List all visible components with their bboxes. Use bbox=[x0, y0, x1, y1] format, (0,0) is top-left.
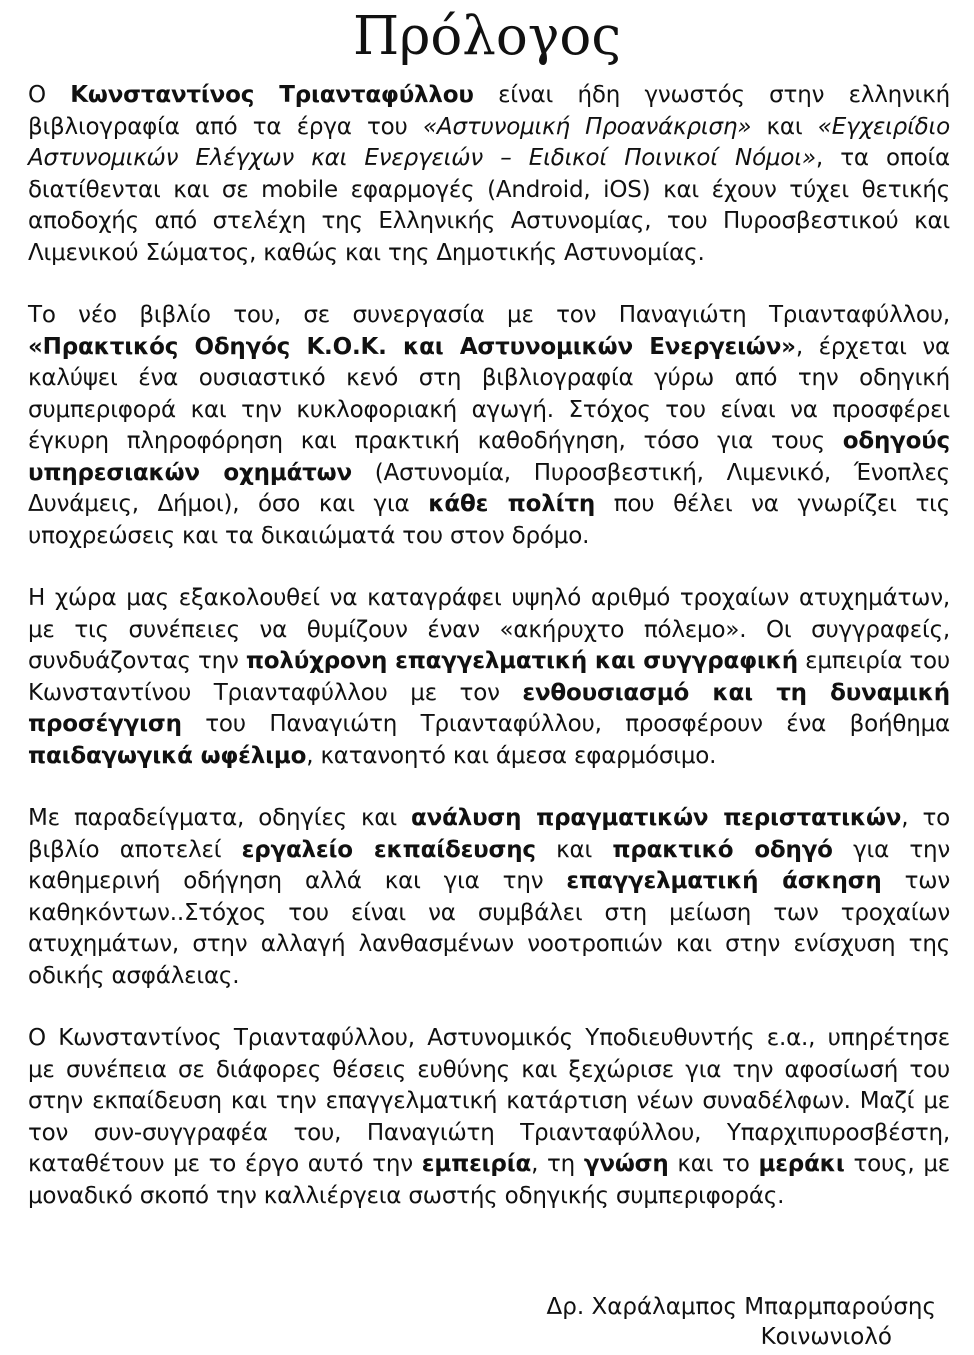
text-segment: εργαλείο εκπαίδευσης bbox=[241, 836, 536, 863]
paragraph-2 bbox=[28, 300, 950, 552]
signature-name: Δρ. Χαράλαμπος Μπαρμπαρούσης bbox=[546, 1294, 936, 1320]
text-segment: πρακτικό οδηγό bbox=[612, 836, 833, 863]
text-segment: πολύχρονη επαγγελματική και συγγραφική bbox=[245, 648, 798, 674]
text-segment: Ο Κωνσταντίνος Τριανταφύλλου, Αστυνομικός Υποδιευθυντής ε.α., υπηρέτησε με συνέπεια σε διάφορες θέσεις ευθύνης και ξεχώρισε για την αφοσίωσή του στην εκπαίδευση και την επαγγελματική κατάρτιση νέων συναδέλφων. Μαζί με τον συν-συγγραφέα του, Παναγιώτη Τριανταφύλλου, Υπαρχιπυροσβέστη, καταθέτουν με το έργο αυτό την bbox=[28, 1025, 950, 1177]
text-segment: και bbox=[535, 836, 613, 863]
text-segment: «Αστυνομική Προανάκριση» bbox=[422, 113, 752, 140]
text-segment: , τα οποία διατίθενται και σε mobile εφαρμογές (Android, iOS) και έχουν τύχει θετικής αποδοχής από στελέχη της Ελληνικής Αστυνομίας, του Πυροσβεστικού και Λιμενικού Σώματος, καθώς και της Δημοτικής Αστυνομίας. bbox=[28, 145, 950, 266]
text-segment: Κωνσταντίνος Τριανταφύλλου bbox=[70, 82, 474, 108]
text-segment: είναι ήδη γνωστός στην ελληνική βιβλιογραφία από τα έργα του bbox=[28, 82, 950, 140]
text-segment: «Πρακτικός Οδηγός Κ.Ο.Κ. και Αστυνομικών Ενεργειών» bbox=[28, 333, 796, 360]
text-segment: των καθηκόντων..Στόχος του είναι να συμβάλει στη μείωση των τροχαίων ατυχημάτων, στην αλλαγή λανθασμένων νοοτροπιών και στην ενίσχυση της οδικής ασφάλειας. bbox=[28, 868, 950, 989]
text-segment: Το νέο βιβλίο του, σε συνεργασία με τον Παναγιώτη Τριανταφύλλου, bbox=[28, 302, 950, 328]
text-segment: και το bbox=[668, 1151, 759, 1177]
text-segment: , τη bbox=[531, 1151, 584, 1177]
text-segment: ανάλυση πραγματικών περιστατικών bbox=[411, 805, 902, 831]
paragraph-1 bbox=[28, 80, 950, 269]
text-segment: , κατανοητό και άμεσα εφαρμόσιμο. bbox=[306, 742, 717, 769]
body-text bbox=[28, 80, 950, 1212]
text-segment: για την καθημερινή οδήγηση αλλά και για την bbox=[28, 836, 951, 894]
text-segment: και bbox=[751, 113, 818, 140]
text-segment: (Αστυνομία, Πυροσβεστική, Λιμενικό, Ένοπλες Δυνάμεις, Δήμοι), όσο και για bbox=[28, 459, 950, 517]
signature-block bbox=[547, 1292, 937, 1352]
paragraph-5 bbox=[28, 1023, 950, 1212]
text-segment: παιδαγωγικά ωφέλιμο bbox=[28, 742, 307, 769]
paragraph-4 bbox=[28, 803, 950, 992]
text-segment: «Εγχειρίδιο Αστυνομικών Ελέγχων και Ενεργειών – Ειδικοί Ποινικοί Νόμοι» bbox=[28, 113, 950, 171]
page-title: Πρόλογος bbox=[352, 6, 622, 67]
text-segment: Ο bbox=[28, 82, 71, 108]
text-segment: Η χώρα μας εξακολουθεί να καταγράφει υψηλό αριθμό τροχαίων ατυχημάτων, με τις συνέπειες να θυμίζουν έναν «ακήρυχτο πόλεμο». Οι συγγραφείς, συνδυάζοντας την bbox=[28, 585, 950, 674]
text-segment: μεράκι bbox=[758, 1151, 845, 1177]
text-segment: επαγγελματική άσκηση bbox=[566, 868, 882, 894]
text-segment: , έρχεται να καλύψει ένα ουσιαστικό κενό στη βιβλιογραφία γύρω από την οδηγική συμπεριφορά και την κυκλοφοριακή αγωγή. Στόχος του είναι να προσφέρει έγκυρη πληροφόρηση και πρακτική καθοδήγηση, τόσο για τους bbox=[28, 333, 950, 454]
text-segment: εμπειρία του Κωνσταντίνου Τριανταφύλλου με τον bbox=[28, 648, 950, 706]
text-segment: γνώση bbox=[583, 1151, 669, 1177]
text-segment: , το βιβλίο αποτελεί bbox=[28, 805, 950, 863]
text-segment: ενθουσιασμό και τη δυναμική προσέγγιση bbox=[28, 679, 950, 737]
text-segment: κάθε πολίτη bbox=[428, 491, 595, 517]
text-segment: του Παναγιώτη Τριανταφύλλου, προσφέρουν ένα βοήθημα bbox=[181, 711, 950, 737]
signature-role: Κοινωνιολό bbox=[760, 1324, 892, 1350]
text-segment: που θέλει να γνωρίζει τις υποχρεώσεις και τα δικαιώματά του στον δρόμο. bbox=[28, 491, 950, 549]
text-segment: εμπειρία bbox=[421, 1151, 532, 1177]
paragraph-3 bbox=[28, 583, 950, 772]
text-segment: τους, με μοναδικό σκοπό την καλλιέργεια σωστής οδηγικής συμπεριφοράς. bbox=[28, 1151, 950, 1209]
text-segment: οδηγούς υπηρεσιακών οχημάτων bbox=[28, 428, 950, 486]
text-segment: Με παραδείγματα, οδηγίες και bbox=[28, 805, 412, 831]
